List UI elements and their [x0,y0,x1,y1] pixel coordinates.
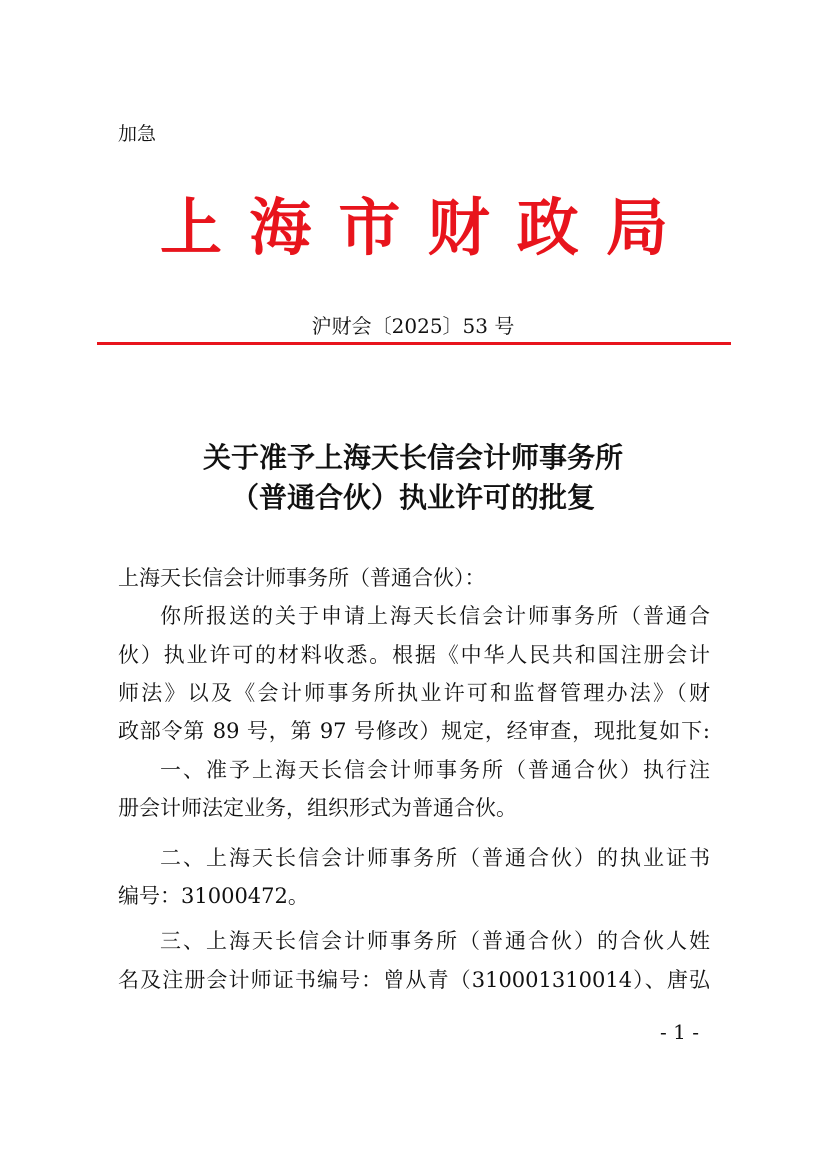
body-line: 你所报送的关于申请上海天长信会计师事务所（普通合 [160,604,710,628]
issuer-name: 上海市财政局 [160,191,668,264]
title-line-2: （普通合伙）执业许可的批复 [230,481,595,514]
body-line: 编号：31000472。 [118,884,309,908]
page-number: - 1 - [660,1020,699,1044]
urgency-label: 加急 [118,123,157,145]
body-line: 伙）执业许可的材料收悉。根据《中华人民共和国注册会计 [118,643,710,667]
body-line: 名及注册会计师证书编号：曾从青（310001310014）、唐弘 [118,968,710,992]
body-line: 册会计师法定业务，组织形式为普通合伙。 [118,796,517,820]
body-line: 二、上海天长信会计师事务所（普通合伙）的执业证书 [160,846,710,870]
body-line: 师法》以及《会计师事务所执业许可和监督管理办法》（财 [118,681,710,705]
body-line: 一、准予上海天长信会计师事务所（普通合伙）执行注 [160,758,710,782]
body-line: 政部令第 89 号，第 97 号修改）规定，经审查，现批复如下: [118,719,710,743]
red-divider [97,342,731,345]
document-number: 沪财会〔2025〕53 号 [311,314,515,338]
salutation: 上海天长信会计师事务所（普通合伙）： [118,566,486,590]
body-line: 三、上海天长信会计师事务所（普通合伙）的合伙人姓 [160,929,710,953]
title-line-1: 关于准予上海天长信会计师事务所 [202,441,623,474]
